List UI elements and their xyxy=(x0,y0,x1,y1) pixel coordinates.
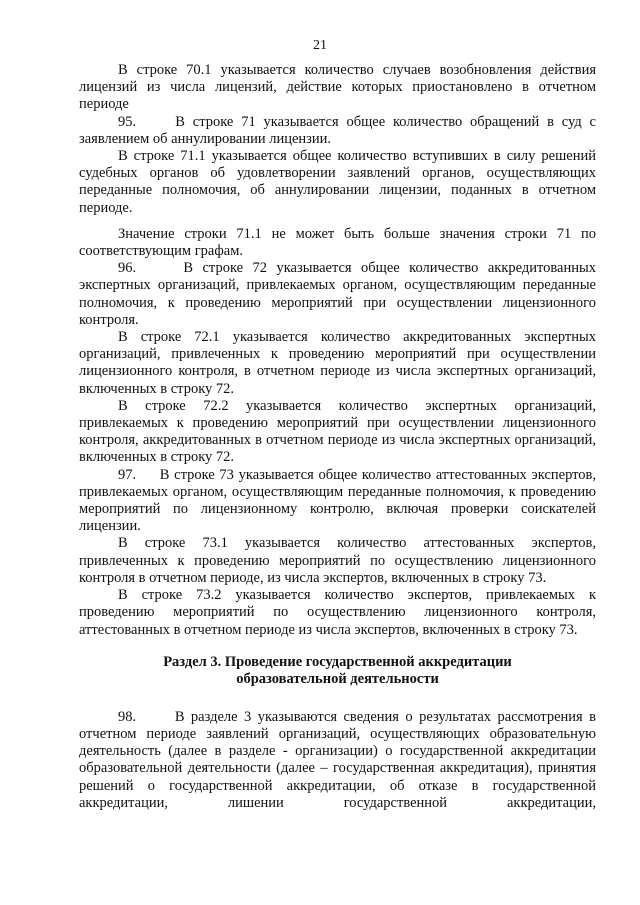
section-title-line-2: образовательной деятельности xyxy=(236,671,439,688)
section-heading xyxy=(79,654,596,689)
paragraph-71-1-constraint: Значение строки 71.1 не может быть больше значения строки 71 по соответствующим графам. xyxy=(79,225,596,260)
paragraph-96: 96. В строке 72 указывается общее количество аккредитованных экспертных организаций, привлекаемых органом, осуществляющим переданные полномочия, к проведению мероприятий при осуществлении лицензионного контроля. xyxy=(79,260,596,328)
paragraph-73-2: В строке 73.2 указывается количество экспертов, привлекаемых к проведению мероприятий по осуществлению лицензионного контроля, аттестованных в отчетном периоде из числа экспертов, включенных в строку 73. xyxy=(79,587,596,638)
paragraph-98: 98. В разделе 3 указываются сведения о результатах рассмотрения в отчетном периоде заявлений организаций, осуществляющих образовательную деятельность (далее в разделе - организации) о государственной аккредитации образовательной деятельности (далее – государственная аккредитация), принятия решений о государственной аккредитации, об отказе в государственной аккредитации, лишении государственной аккредитации, xyxy=(79,708,596,811)
page-number: 21 xyxy=(313,38,327,53)
paragraph-95: 95. В строке 71 указывается общее количество обращений в суд с заявлением об аннулировании лицензии. xyxy=(79,113,596,147)
paragraph-73-1: В строке 73.1 указывается количество аттестованных экспертов, привлеченных к проведению мероприятий по осуществлению лицензионного контроля в отчетном периоде, из числа экспертов, включенных в строку 73. xyxy=(79,535,596,586)
paragraph-70-1: В строке 70.1 указывается количество случаев возобновления действия лицензий из числа лицензий, действие которых приостановлено в отчетном периоде xyxy=(79,62,596,113)
paragraph-97: 97. В строке 73 указывается общее количество аттестованных экспертов, привлекаемых органом, осуществляющим переданные полномочия, к проведению мероприятий по лицензионному контролю, включая проверки соискателей лицензии. xyxy=(79,466,596,535)
document-body xyxy=(79,62,596,812)
section-title-line-1: Раздел 3. Проведение государственной аккредитации xyxy=(163,653,512,670)
paragraph-71-1: В строке 71.1 указывается общее количество вступивших в силу решений судебных органов об удовлетворении заявлений органов, осуществляющих переданные полномочия, об аннулировании лицензии, поданных в отчетном периоде. xyxy=(79,148,596,216)
paragraph-72-2: В строке 72.2 указывается количество экспертных организаций, привлекаемых к проведению мероприятий при осуществлении лицензионного контроля, аккредитованных в отчетном периоде из числа экспертных организаций, включенных в строку 72. xyxy=(79,397,596,466)
paragraph-72-1: В строке 72.1 указывается количество аккредитованных экспертных организаций, привлеченных к проведению мероприятий при осуществлении лицензионного контроля, в отчетном периоде из числа экспертных организаций, включенных в строку 72. xyxy=(79,329,596,397)
